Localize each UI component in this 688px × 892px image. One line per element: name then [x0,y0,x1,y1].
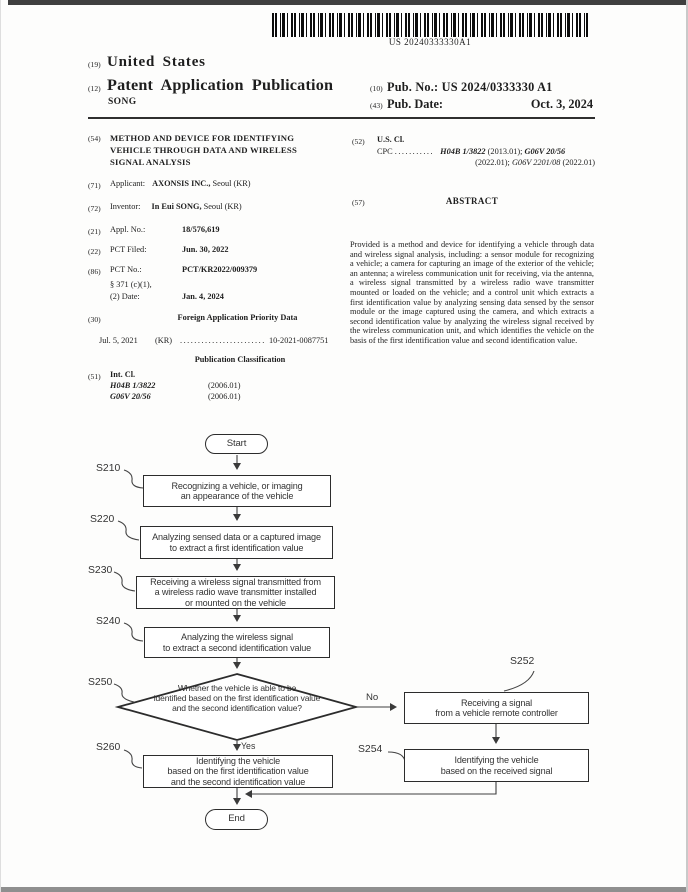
kind-code-12: (12) [88,84,101,93]
appl-no-value: 18/576,619 [182,225,220,234]
step-label-s260: S260 [96,742,121,753]
371-date-value: Jan. 4, 2024 [182,292,224,301]
flow-step-s230: Receiving a wireless signal transmitted from a wireless radio wave transmitter installed or mounted on the vehicle [136,576,335,609]
pct-filed-value: Jun. 30, 2022 [182,245,229,254]
pct-filed-label: PCT Filed: [110,245,147,254]
field-71-number: (71) [88,181,101,190]
cpc-code-3: G06V 2201/08 [511,158,561,167]
yes-branch-label: Yes [241,741,256,751]
foreign-priority-heading: Foreign Application Priority Data [177,313,298,322]
priority-country: (KR) [155,336,173,345]
field-72-number: (72) [88,204,101,213]
kind-code-43: (43) [370,101,383,110]
invention-title: METHOD AND DEVICE FOR IDENTIFYING VEHICLE THROUGH DATA AND WIRELESS SIGNAL ANALYSIS [110,133,297,167]
inventor-name: In Eui SONG, [151,202,202,211]
applicant-row [110,179,251,190]
inventor-label: Inventor: [110,202,141,211]
priority-date: Jul. 5, 2021 [99,336,138,345]
step-label-s254: S254 [358,744,383,755]
step-label-s250: S250 [88,677,113,688]
end-terminal: End [205,809,268,830]
field-52-number: (52) [352,137,365,146]
header-country: United States [107,54,206,70]
pub-date-value: Oct. 3, 2024 [530,97,593,111]
field-30-number: (30) [88,315,101,324]
cpc-ref-2b: (2022.01) [562,158,595,167]
decision-s250-text: Whether the vehicle is able to be identified based on the first identification value and the second identification value? [153,683,321,714]
cpc-ref-1: (2013.01); [487,147,523,156]
field-57-number: (57) [352,198,365,207]
cpc-line-1 [377,147,595,158]
barcode-text: US 20240333330A1 [388,37,472,47]
flow-step-s254: Identifying the vehicle based on the received signal [404,749,589,782]
step-label-s252: S252 [510,656,535,667]
priority-number: 10-2021-0087751 [269,336,329,345]
cpc-leader-dots: ........... [394,147,435,156]
scan-edge-top [8,0,688,5]
us-cl-label: U.S. Cl. [377,135,405,144]
applicant-label: Applicant: [110,179,146,188]
field-86-number: (86) [88,267,101,276]
flow-step-s252: Receiving a signal from a vehicle remote controller [404,692,589,724]
int-cl-label: Int. Cl. [110,370,136,379]
abstract-heading: ABSTRACT [445,196,499,206]
no-branch-label: No [366,692,379,703]
publication-number [387,80,553,95]
flow-step-s220: Analyzing sensed data or a captured image to extract a first identification value [140,526,333,559]
publication-date [387,97,593,112]
publication-classification-heading: Publication Classification [194,355,286,364]
pub-no-label: Pub. No.: [387,80,439,94]
371-date-label: (2) Date: [110,292,140,301]
inventor-row [110,202,242,213]
inventor-location: Seoul (KR) [203,202,242,211]
int-cl-ver-1: (2006.01) [208,381,241,390]
header-author-surname: SONG [108,97,137,107]
pub-no-value: US 2024/0333330 A1 [441,80,553,94]
applicant-name: AXONSIS INC., [152,179,211,188]
field-51-number: (51) [88,372,101,381]
cpc-code-2: G06V 20/56 [524,147,566,156]
int-cl-ver-2: (2006.01) [208,392,241,401]
kind-code-19: (19) [88,60,101,69]
appl-no-label: Appl. No.: [110,225,146,234]
section-371: § 371 (c)(1), [110,280,152,289]
field-54-number: (54) [88,134,101,143]
header-doc-type: Patent Application Publication [107,76,334,94]
field-22-number: (22) [88,247,101,256]
cpc-label: CPC [377,147,393,156]
step-label-s240: S240 [96,616,121,627]
flow-step-s260: Identifying the vehicle based on the first identification value and the second identification value [143,755,333,788]
pct-no-value: PCT/KR2022/009379 [182,265,258,274]
start-terminal: Start [205,434,268,454]
int-cl-code-2: G06V 20/56 [110,392,151,401]
pct-no-label: PCT No.: [110,265,142,274]
flow-step-s210: Recognizing a vehicle, or imaging an appearance of the vehicle [143,475,331,507]
header-rule [88,117,595,119]
abstract-text: Provided is a method and device for identifying a vehicle through data and wireless signal analysis, including: a sensor module for recognizing a vehicle; a camera for capturing an image of the exterior of the vehicle; an antenna; a wireless communication unit for receiving, via the antenna, a wireless signal transmitted by a wireless radio wave transmitter mounted or loaded on the vehicle; and a control unit which extracts a first identification value by analyzing sensing data sensed by the sensor module or the image captured using the camera, and which extracts a second identification value by analyzing the wireless signal received by the wireless communication unit, and which identifies the vehicle on the basis of the first identification value and second identification value. [350,240,594,345]
applicant-location: Seoul (KR) [212,179,251,188]
cpc-ref-2a: (2022.01); [475,158,510,167]
scan-edge-bottom [0,887,688,892]
step-label-s210: S210 [96,463,121,474]
flow-step-s240: Analyzing the wireless signal to extract a second identification value [144,627,330,658]
cpc-code-1: H04B 1/3822 [440,147,486,156]
field-21-number: (21) [88,227,101,236]
step-label-s230: S230 [88,565,113,576]
int-cl-code-1: H04B 1/3822 [110,381,156,390]
priority-leader-dots: ........................ [180,336,266,345]
cpc-line-2 [377,158,595,169]
barcode-icon [272,13,588,37]
step-label-s220: S220 [90,514,115,525]
pub-date-label: Pub. Date: [387,97,444,111]
kind-code-10: (10) [370,84,383,93]
